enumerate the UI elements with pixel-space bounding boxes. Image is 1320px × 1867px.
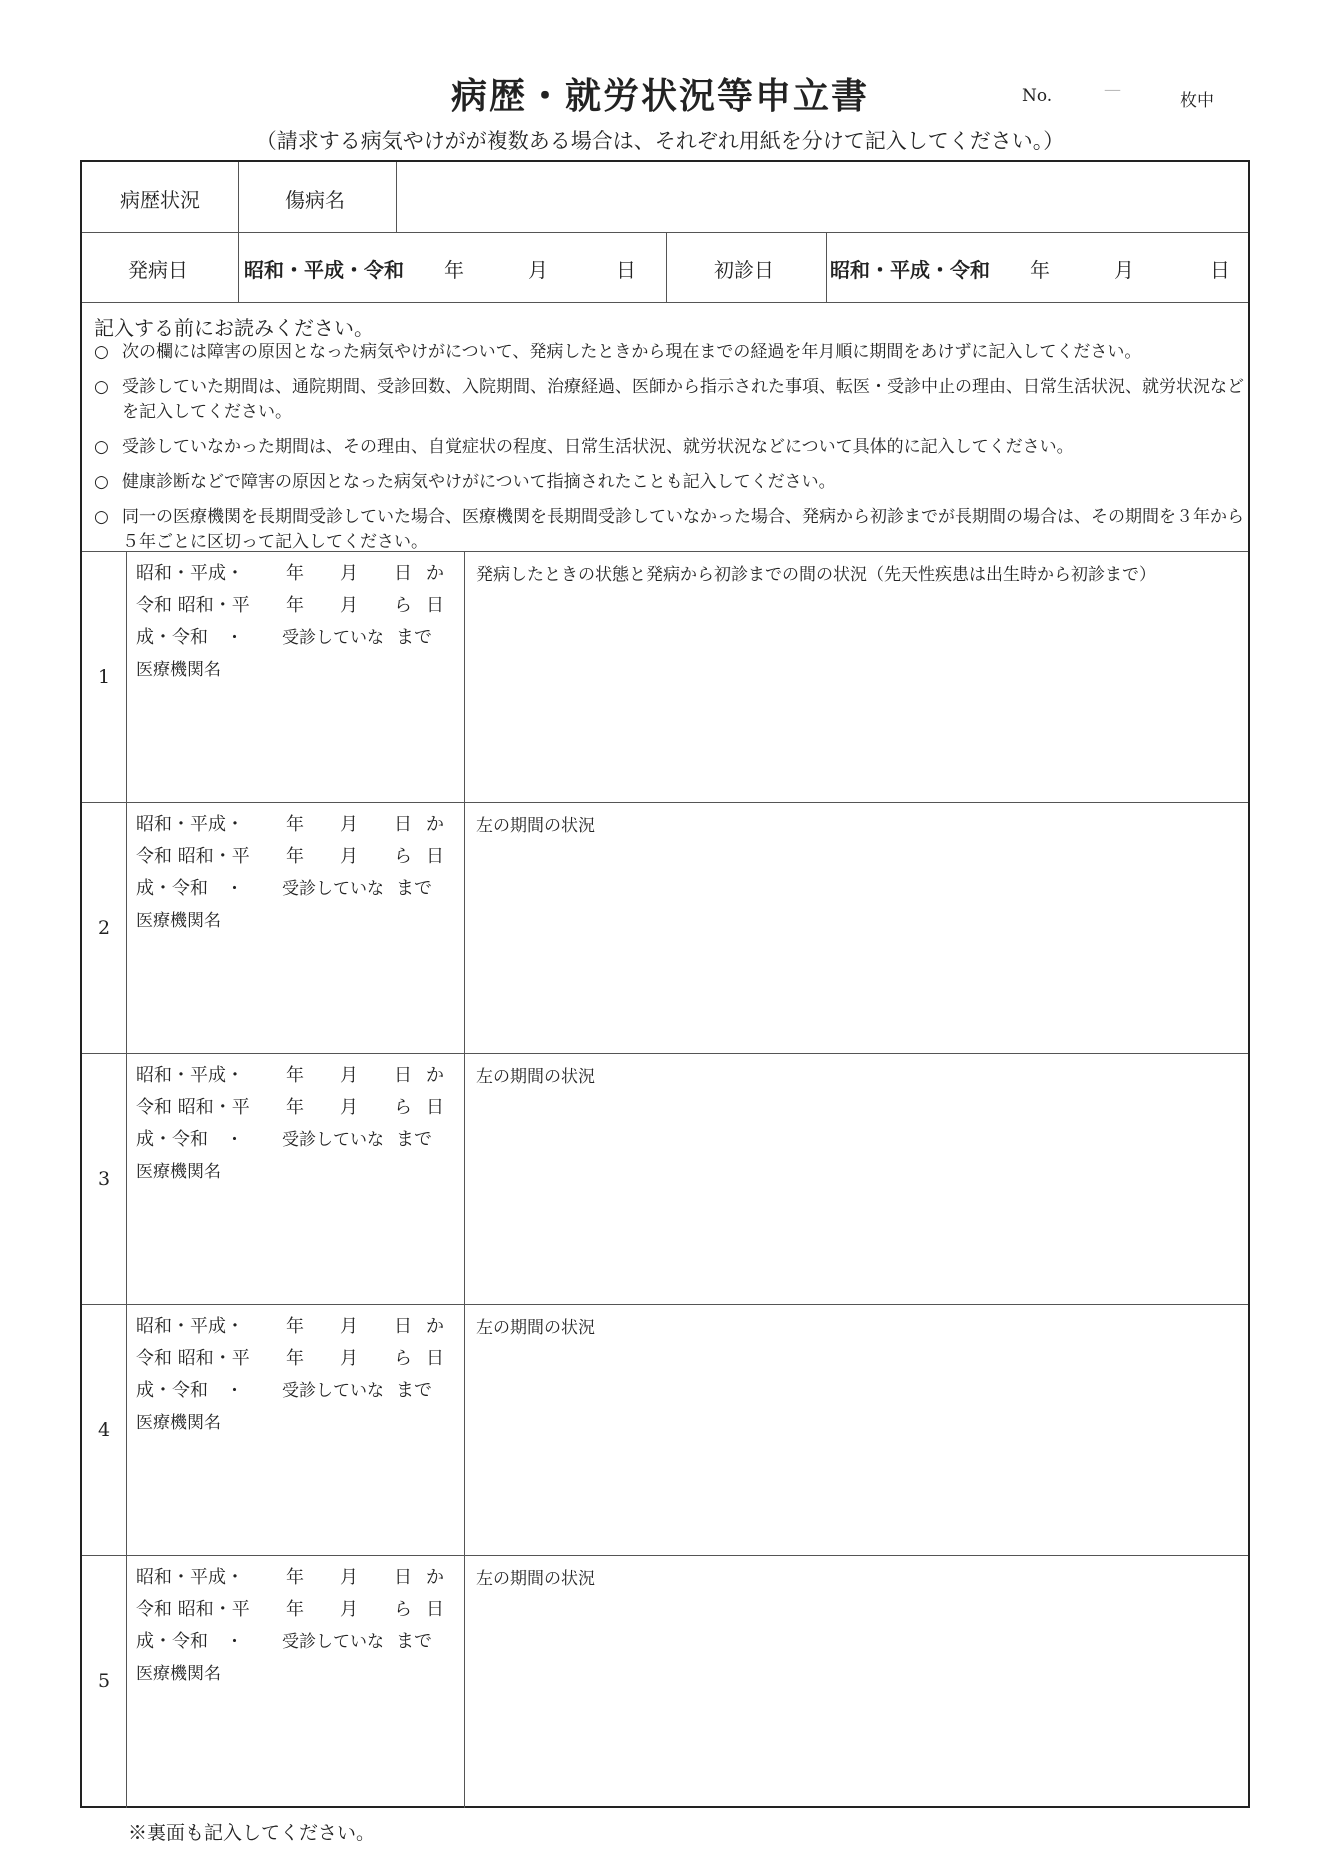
instruction-item: ○ 次の欄には障害の原因となった病気やけがについて、発病したときから現在までの経過を年月順に期間をあけずに記入してください。 (94, 342, 1142, 362)
situation-field[interactable]: 左の期間の状況 (476, 816, 595, 836)
sheet-number-label: No. (1022, 86, 1053, 106)
history-row-2 (82, 803, 1248, 1054)
instruction-item: ○ 受診していた期間は、通院期間、受診回数、入院期間、治療経過、医師から指示された事項、転医・受診中止の理由、日常生活状況、就労状況などを記入してください。 (94, 377, 1244, 422)
form-subtitle: （請求する病気やけがが複数ある場合は、それぞれ用紙を分けて記入してください。） (255, 129, 1065, 153)
sheet-total-label: 枚中 (1180, 91, 1214, 111)
instruction-item: ○ 同一の医療機関を長期間受診していた場合、医療機関を長期間受診していなかった場合、発病から初診までが長期間の場合は、その期間を３年から５年ごとに区切って記入してください。 (94, 507, 1244, 552)
instruction-item: ○ 受診していなかった期間は、その理由、自覚症状の程度、日常生活状況、就労状況などについて具体的に記入してください。 (94, 437, 1074, 457)
instructions-heading: 記入する前にお読みください。 (94, 316, 374, 340)
row-number: 3 (97, 1168, 111, 1190)
first-visit-date-field[interactable]: 昭和・平成・令和 年 月 日 (830, 258, 1230, 282)
row-number: 4 (97, 1419, 111, 1441)
hospital-name-label: 医療機関名 (136, 911, 221, 931)
history-row-5 (82, 1556, 1248, 1807)
period-field[interactable]: 昭和・平成・ 年 月 日 か 令和 昭和・平 年 月 ら 日 成・令和 ・ 受診していな まで 医療機関名 (136, 1311, 456, 1439)
row-number: 5 (97, 1670, 111, 1692)
history-label: 病歴状況 (120, 188, 200, 212)
instructions-list (94, 340, 1244, 565)
disease-name-field[interactable] (398, 162, 1248, 232)
hospital-name-label: 医療機関名 (136, 1664, 221, 1684)
footer-note: ※裏面も記入してください。 (128, 1822, 376, 1844)
disease-label: 傷病名 (285, 188, 345, 212)
situation-field[interactable]: 発病したときの状態と発病から初診までの間の状況（先天性疾患は出生時から初診まで） (476, 565, 1156, 585)
history-row-3 (82, 1054, 1248, 1305)
hospital-name-label: 医療機関名 (136, 1162, 221, 1182)
period-field[interactable]: 昭和・平成・ 年 月 日 か 令和 昭和・平 年 月 ら 日 成・令和 ・ 受診していな まで 医療機関名 (136, 558, 456, 686)
row-number: 2 (97, 917, 111, 939)
instruction-item: ○ 健康診断などで障害の原因となった病気やけがについて指摘されたことも記入してください。 (94, 472, 836, 492)
hospital-name-label: 医療機関名 (136, 660, 221, 680)
onset-date-field[interactable]: 昭和・平成・令和 年 月 日 (244, 258, 636, 282)
situation-field[interactable]: 左の期間の状況 (476, 1318, 595, 1338)
form-table (80, 160, 1250, 1808)
onset-label: 発病日 (128, 258, 188, 282)
period-field[interactable]: 昭和・平成・ 年 月 日 か 令和 昭和・平 年 月 ら 日 成・令和 ・ 受診していな まで 医療機関名 (136, 809, 456, 937)
first-visit-label: 初診日 (714, 258, 774, 282)
form-title: 病歴・就労状況等申立書 (450, 75, 869, 117)
history-row-4 (82, 1305, 1248, 1556)
situation-field[interactable]: 左の期間の状況 (476, 1067, 595, 1087)
hospital-name-label: 医療機関名 (136, 1413, 221, 1433)
situation-field[interactable]: 左の期間の状況 (476, 1569, 595, 1589)
history-row-1 (82, 552, 1248, 803)
sheet-number-field[interactable]: — (1104, 80, 1121, 100)
period-field[interactable]: 昭和・平成・ 年 月 日 か 令和 昭和・平 年 月 ら 日 成・令和 ・ 受診していな まで 医療機関名 (136, 1060, 456, 1188)
row-number: 1 (97, 666, 111, 688)
period-field[interactable]: 昭和・平成・ 年 月 日 か 令和 昭和・平 年 月 ら 日 成・令和 ・ 受診していな まで 医療機関名 (136, 1562, 456, 1690)
